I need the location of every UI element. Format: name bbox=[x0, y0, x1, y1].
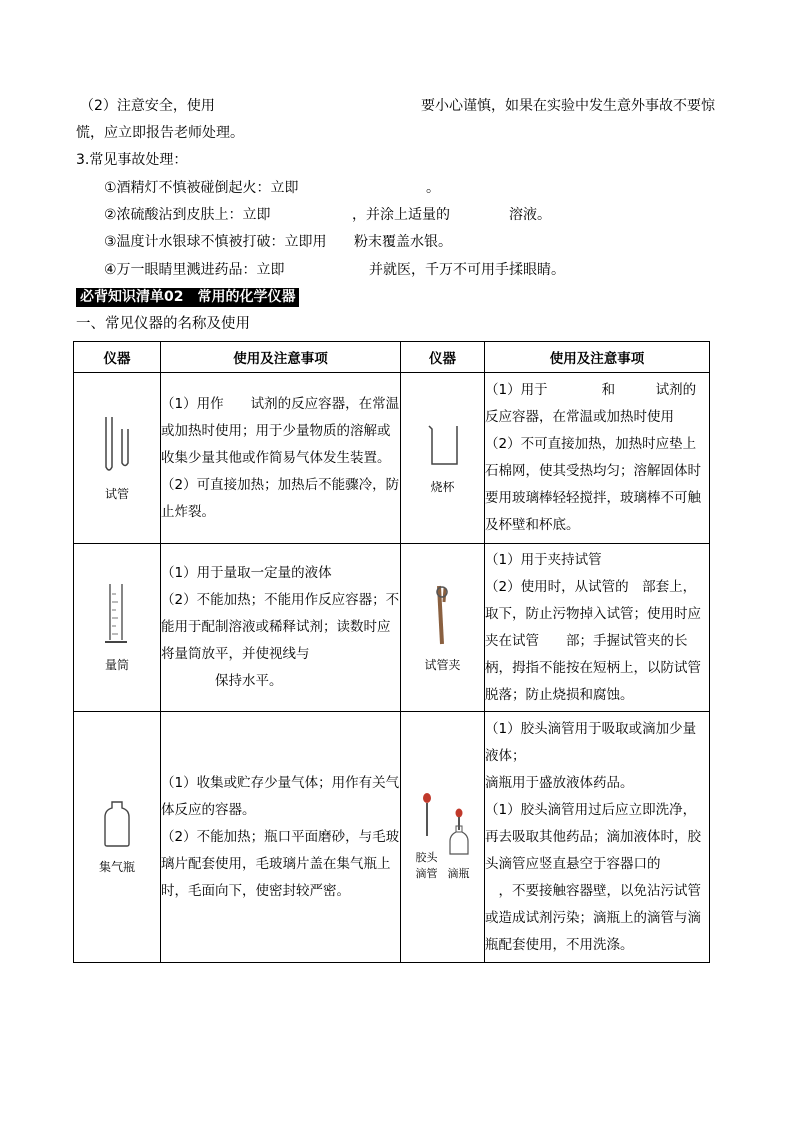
accident-item-1: ①酒精灯不慎被碰倒起火：立即 bbox=[104, 180, 299, 196]
usage-line: ，不要接触容器壁，以免沾污试管或造成试剂污染；滴瓶上的滴管与滴瓶配套使用，不用洗涤。 bbox=[485, 882, 701, 953]
accident-item-2c: 溶液。 bbox=[509, 207, 551, 223]
graduated-cylinder-icon bbox=[102, 582, 132, 646]
test-tube-cell bbox=[74, 373, 161, 544]
usage-line: （1）用于量取一定量的液体 bbox=[161, 565, 332, 581]
header-usage-left: 使用及注意事项 bbox=[161, 342, 401, 373]
dropper-usage bbox=[485, 712, 710, 963]
dropper-label: 胶头 滴管 bbox=[415, 851, 438, 880]
accident-item-4b: 并就医，千万不可用手揉眼睛。 bbox=[369, 262, 565, 278]
usage-line: （1）用于夹持试管 bbox=[485, 551, 602, 568]
accident-item-3a: ③温度计水银球不慎被打破：立即用 bbox=[104, 234, 327, 250]
table-header-row bbox=[74, 342, 710, 373]
usage-line: （2）不能加热；不能用作反应容器；不能用于配制溶液或稀释试剂；读数时应将量筒放平，并使视线与 bbox=[161, 592, 400, 662]
intro-line2: 慌，应立即报告老师处理。 bbox=[76, 125, 244, 141]
accident-item-2a: ②浓硫酸沾到皮肤上：立即 bbox=[104, 207, 271, 223]
usage-line: （2）可直接加热；加热后不能骤冷，防止炸裂。 bbox=[161, 476, 400, 520]
usage-line: 保持水平。 bbox=[161, 673, 283, 689]
usage-line: （2）不可直接加热，加热时应垫上石棉网，使其受热均匀；溶解固体时要用玻璃棒轻轻搅拌，玻璃棒不可触 及杯壁和杯底。 bbox=[485, 436, 755, 533]
usage-line: （1）收集或贮存少量气体；用作有关气体反应的容器。 bbox=[161, 774, 400, 818]
intro-line1a: （2）注意安全，使用 bbox=[80, 98, 215, 114]
header-usage-right: 使用及注意事项 bbox=[485, 342, 710, 373]
gas-jar-cell bbox=[74, 712, 161, 963]
table-row bbox=[74, 373, 710, 544]
accident-heading: 3.常见事故处理： bbox=[76, 152, 188, 168]
accident-item-3b: 粉末覆盖水银。 bbox=[354, 234, 452, 250]
section-bar: 必背知识清单02 常用的化学仪器 bbox=[76, 288, 299, 307]
beaker-label: 烧杯 bbox=[430, 479, 455, 494]
table-row bbox=[74, 712, 710, 963]
header-instrument-left: 仪器 bbox=[74, 342, 161, 373]
usage-line: （2）不能加热；瓶口平面磨砂，与毛玻璃片配套使用，毛玻璃片盖在集气瓶上时，毛面向下，使密封较严密。 bbox=[161, 828, 400, 899]
beaker-usage bbox=[485, 373, 755, 544]
intro-line1b: 要小心谨慎，如果在实验中发生意外事故不要惊 bbox=[421, 98, 715, 114]
accident-item-2b: ，并涂上适量的 bbox=[352, 207, 450, 223]
table-row bbox=[74, 544, 710, 712]
usage-line: （1）胶头滴管用过后应立即洗净，再去吸取其他药品；滴加液体时，胶头滴管应竖直悬空于容器口的 bbox=[485, 801, 701, 872]
test-tube-holder-usage bbox=[485, 544, 710, 712]
test-tube-usage bbox=[161, 373, 401, 544]
graduated-cylinder-label: 量筒 bbox=[104, 658, 129, 672]
test-tube-holder-icon bbox=[430, 582, 456, 646]
usage-line: （1）用于 和 试剂的反应容器，在常温或加热时使用 bbox=[485, 382, 697, 425]
accident-item-1-end: 。 bbox=[426, 180, 440, 196]
beaker-cell bbox=[401, 373, 485, 544]
test-tube-holder-cell bbox=[401, 544, 485, 712]
usage-line: （1）胶头滴管用于吸取或滴加少量液体； bbox=[485, 720, 697, 764]
dropper-icon bbox=[421, 792, 433, 840]
subheading: 一、常见仪器的名称及使用 bbox=[76, 316, 250, 332]
header-instrument-right: 仪器 bbox=[401, 342, 485, 373]
test-tube-holder-label: 试管夹 bbox=[424, 658, 461, 672]
dropper-bottle-label: 滴瓶 bbox=[447, 867, 470, 880]
graduated-cylinder-cell bbox=[74, 544, 161, 712]
accident-item-4a: ④万一眼睛里溅进药品：立即 bbox=[104, 262, 285, 278]
usage-line: （1）用作 试剂的反应容器，在常温或加热时使用；用于少量物质的溶解或收集少量其他或作简易气体发生装置。 bbox=[161, 395, 400, 466]
test-tube-icon bbox=[97, 415, 137, 475]
usage-line: （2）使用时，从试管的 部套上，取下，防止污物掉入试管；使用时应夹在试管 部；手握试管夹的长柄，拇指不能按在短柄上，以防试管脱落；防止烧损和腐蚀。 bbox=[485, 578, 701, 703]
gas-jar-label: 集气瓶 bbox=[98, 859, 135, 874]
instrument-table bbox=[73, 341, 755, 963]
beaker-icon bbox=[425, 422, 461, 468]
dropper-cell bbox=[401, 712, 485, 963]
test-tube-label: 试管 bbox=[104, 486, 129, 501]
gas-jar-icon bbox=[102, 800, 132, 848]
graduated-cylinder-usage bbox=[161, 544, 401, 712]
usage-line: 滴瓶用于盛放液体药品。 bbox=[485, 774, 634, 791]
gas-jar-usage bbox=[161, 712, 401, 963]
dropper-bottle-icon bbox=[448, 808, 470, 856]
